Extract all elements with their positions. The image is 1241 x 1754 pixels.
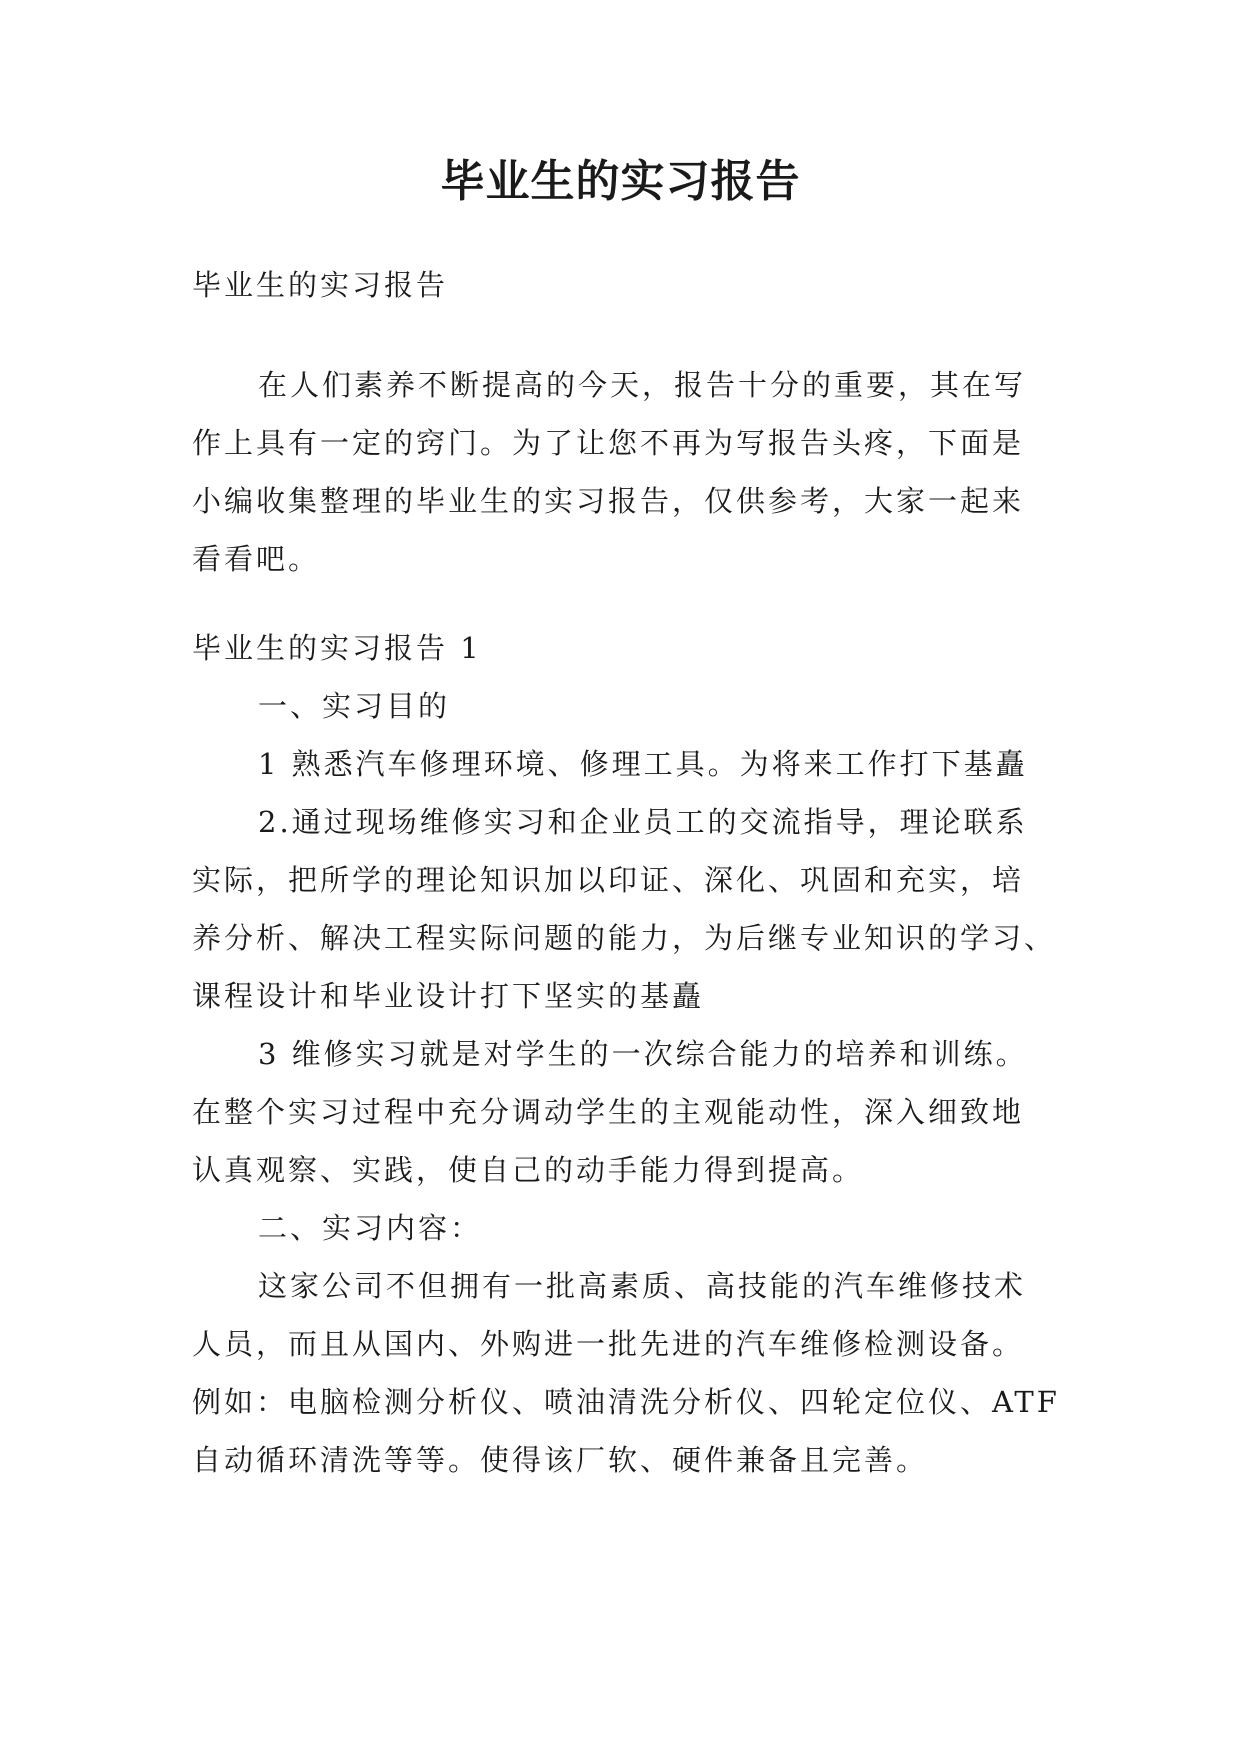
section-heading: 毕业生的实习报告 1 — [192, 631, 482, 665]
body-line: 养分析、解决工程实际问题的能力，为后继专业知识的学习、 — [192, 921, 1057, 955]
body-line: 实际，把所学的理论知识加以印证、深化、巩固和充实，培 — [192, 863, 1025, 897]
document-subtitle: 毕业生的实习报告 — [192, 268, 449, 302]
body-line: 这家公司不但拥有一批高素质、高技能的汽车维修技术 — [258, 1269, 1027, 1303]
body-line: 1 熟悉汽车修理环境、修理工具。为将来工作打下基矗 — [258, 747, 1028, 781]
body-line: 在整个实习过程中充分调动学生的主观能动性，深入细致地 — [192, 1095, 1025, 1129]
subheading-purpose: 一、实习目的 — [258, 689, 451, 723]
intro-paragraph — [192, 356, 1052, 588]
subheading-content: 二、实习内容： — [258, 1211, 483, 1245]
intro-line: 小编收集整理的毕业生的实习报告，仅供参考，大家一起来 — [192, 484, 1025, 518]
body-line: 课程设计和毕业设计打下坚实的基矗 — [192, 979, 705, 1013]
intro-line: 看看吧。 — [192, 542, 321, 576]
body-line: 自动循环清洗等等。使得该厂软、硬件兼备且完善。 — [192, 1443, 929, 1477]
body-line: 3 维修实习就是对学生的一次综合能力的培养和训练。 — [258, 1037, 1028, 1071]
report-section — [192, 619, 1060, 1489]
document-title: 毕业生的实习报告 — [440, 156, 801, 207]
body-line: 2.通过现场维修实习和企业员工的交流指导，理论联系 — [258, 805, 1028, 839]
body-line: 人员，而且从国内、外购进一批先进的汽车维修检测设备。 — [192, 1327, 1025, 1361]
intro-line: 作上具有一定的窍门。为了让您不再为写报告头疼，下面是 — [192, 426, 1025, 460]
body-line: 例如：电脑检测分析仪、喷油清洗分析仪、四轮定位仪、ATF — [192, 1385, 1060, 1419]
body-line: 认真观察、实践，使自己的动手能力得到提高。 — [192, 1153, 865, 1187]
intro-line: 在人们素养不断提高的今天，报告十分的重要，其在写 — [258, 368, 1027, 402]
